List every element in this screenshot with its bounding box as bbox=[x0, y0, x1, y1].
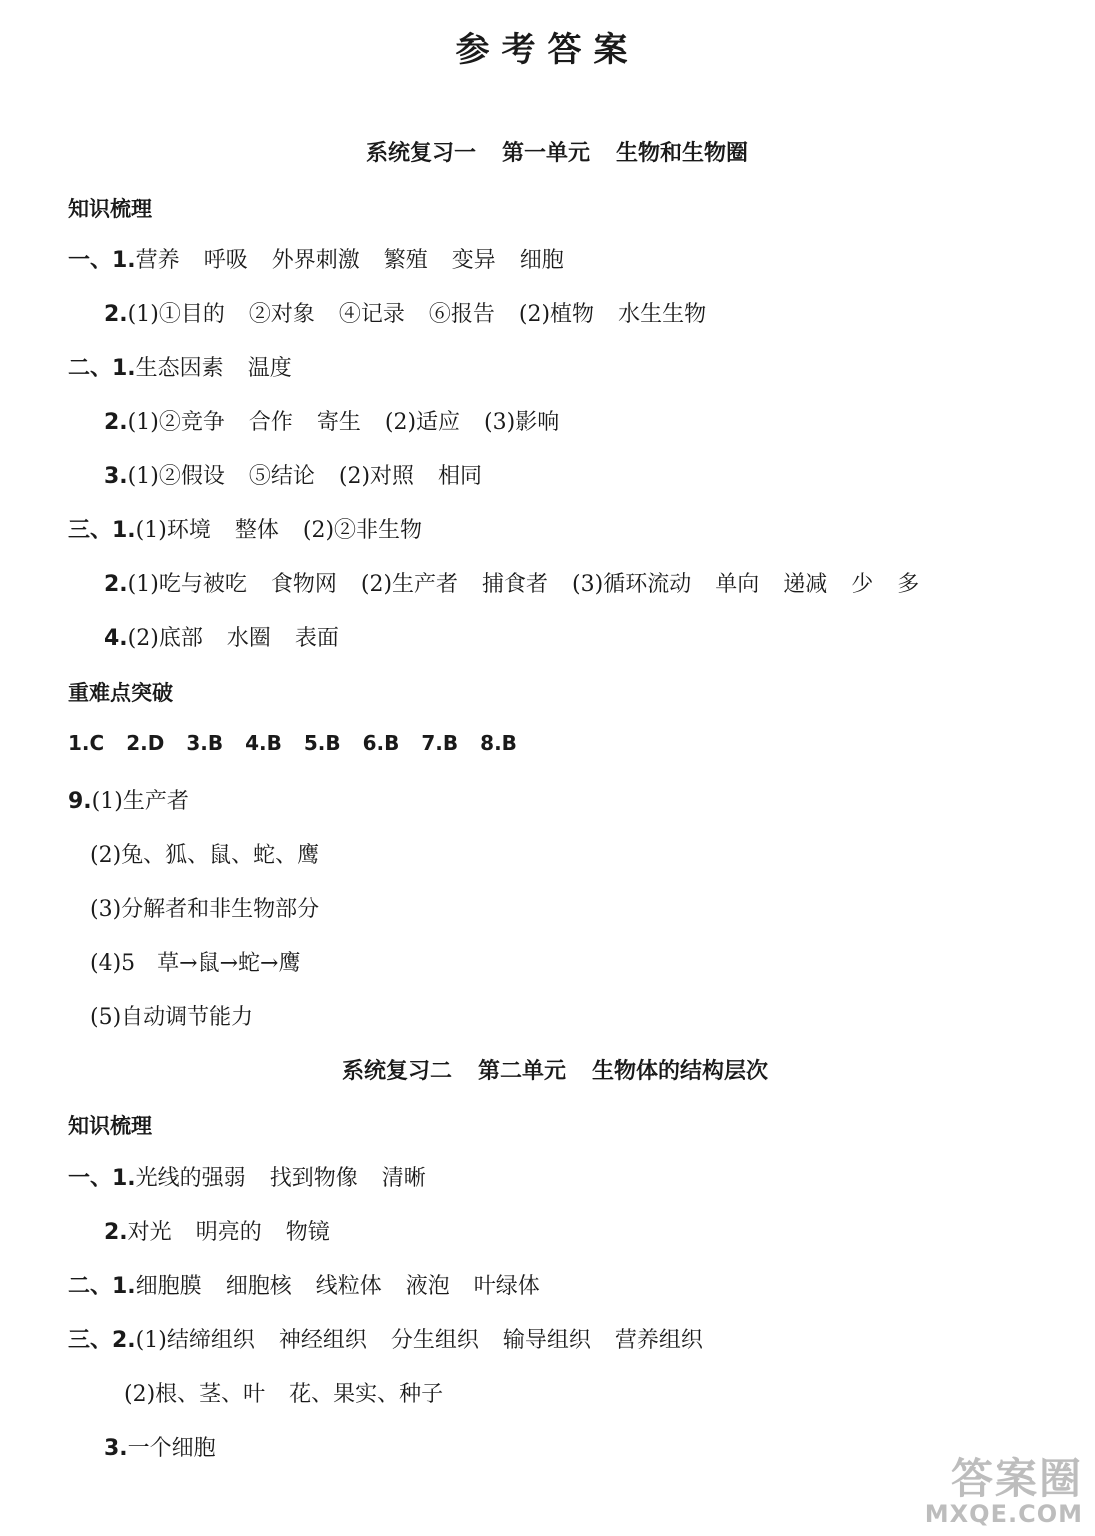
answer-line: 2.(1)②竞争 合作 寄生 (2)适应 (3)影响 bbox=[104, 410, 560, 435]
section-2-review: 系统复习二 bbox=[342, 1059, 453, 1084]
section-title-1 bbox=[366, 136, 774, 167]
section-1-topic: 生物和生物圈 bbox=[616, 141, 749, 166]
heading-knowledge-1: 知识梳理 bbox=[68, 197, 152, 221]
section-2-topic: 生物体的结构层次 bbox=[592, 1059, 769, 1084]
multiple-choice-answers: 1.C 2.D 3.B 4.B 5.B 6.B 7.B 8.B bbox=[68, 731, 517, 755]
answer-line: 3.一个细胞 bbox=[104, 1436, 216, 1461]
page-title: 参考答案 bbox=[455, 30, 640, 70]
answer-line: (3)分解者和非生物部分 bbox=[90, 897, 320, 922]
section-2-unit: 第二单元 bbox=[478, 1059, 567, 1084]
answer-line: (5)自动调节能力 bbox=[90, 1005, 254, 1030]
heading-knowledge-2: 知识梳理 bbox=[68, 1114, 152, 1138]
answer-line: 3.(1)②假设 ⑤结论 (2)对照 相同 bbox=[104, 464, 483, 489]
answer-line: 4.(2)底部 水圈 表面 bbox=[104, 626, 339, 651]
answer-line: 三、1.(1)环境 整体 (2)②非生物 bbox=[68, 518, 423, 543]
answer-line: 2.(1)①目的 ②对象 ④记录 ⑥报告 (2)植物 水生生物 bbox=[104, 302, 707, 327]
heading-key-points: 重难点突破 bbox=[68, 681, 173, 705]
answer-line: 9.(1)生产者 bbox=[68, 789, 189, 814]
answer-line: (2)根、茎、叶 花、果实、种子 bbox=[124, 1382, 444, 1407]
answer-line: (4)5 草→鼠→蛇→鹰 bbox=[90, 951, 301, 976]
answer-line: 2.(1)吃与被吃 食物网 (2)生产者 捕食者 (3)循环流动 单向 递减 少 多 bbox=[104, 572, 920, 597]
section-title-2 bbox=[342, 1054, 794, 1085]
section-1-review: 系统复习一 bbox=[366, 141, 477, 166]
answer-line: 2.对光 明亮的 物镜 bbox=[104, 1220, 330, 1245]
answer-line: 二、1.生态因素 温度 bbox=[68, 356, 292, 381]
watermark-logo bbox=[925, 1446, 1083, 1528]
answer-line: 二、1.细胞膜 细胞核 线粒体 液泡 叶绿体 bbox=[68, 1274, 540, 1299]
answer-line: (2)兔、狐、鼠、蛇、鹰 bbox=[90, 843, 320, 868]
watermark-bottom: MXQE.COM bbox=[924, 1500, 1083, 1528]
answer-line: 三、2.(1)结缔组织 神经组织 分生组织 输导组织 营养组织 bbox=[68, 1328, 703, 1353]
section-1-unit: 第一单元 bbox=[502, 141, 591, 166]
answer-line: 一、1.光线的强弱 找到物像 清晰 bbox=[68, 1166, 426, 1191]
answer-line: 一、1.营养 呼吸 外界刺激 繁殖 变异 细胞 bbox=[68, 248, 564, 273]
watermark-top: 答案圈 bbox=[950, 1454, 1083, 1503]
